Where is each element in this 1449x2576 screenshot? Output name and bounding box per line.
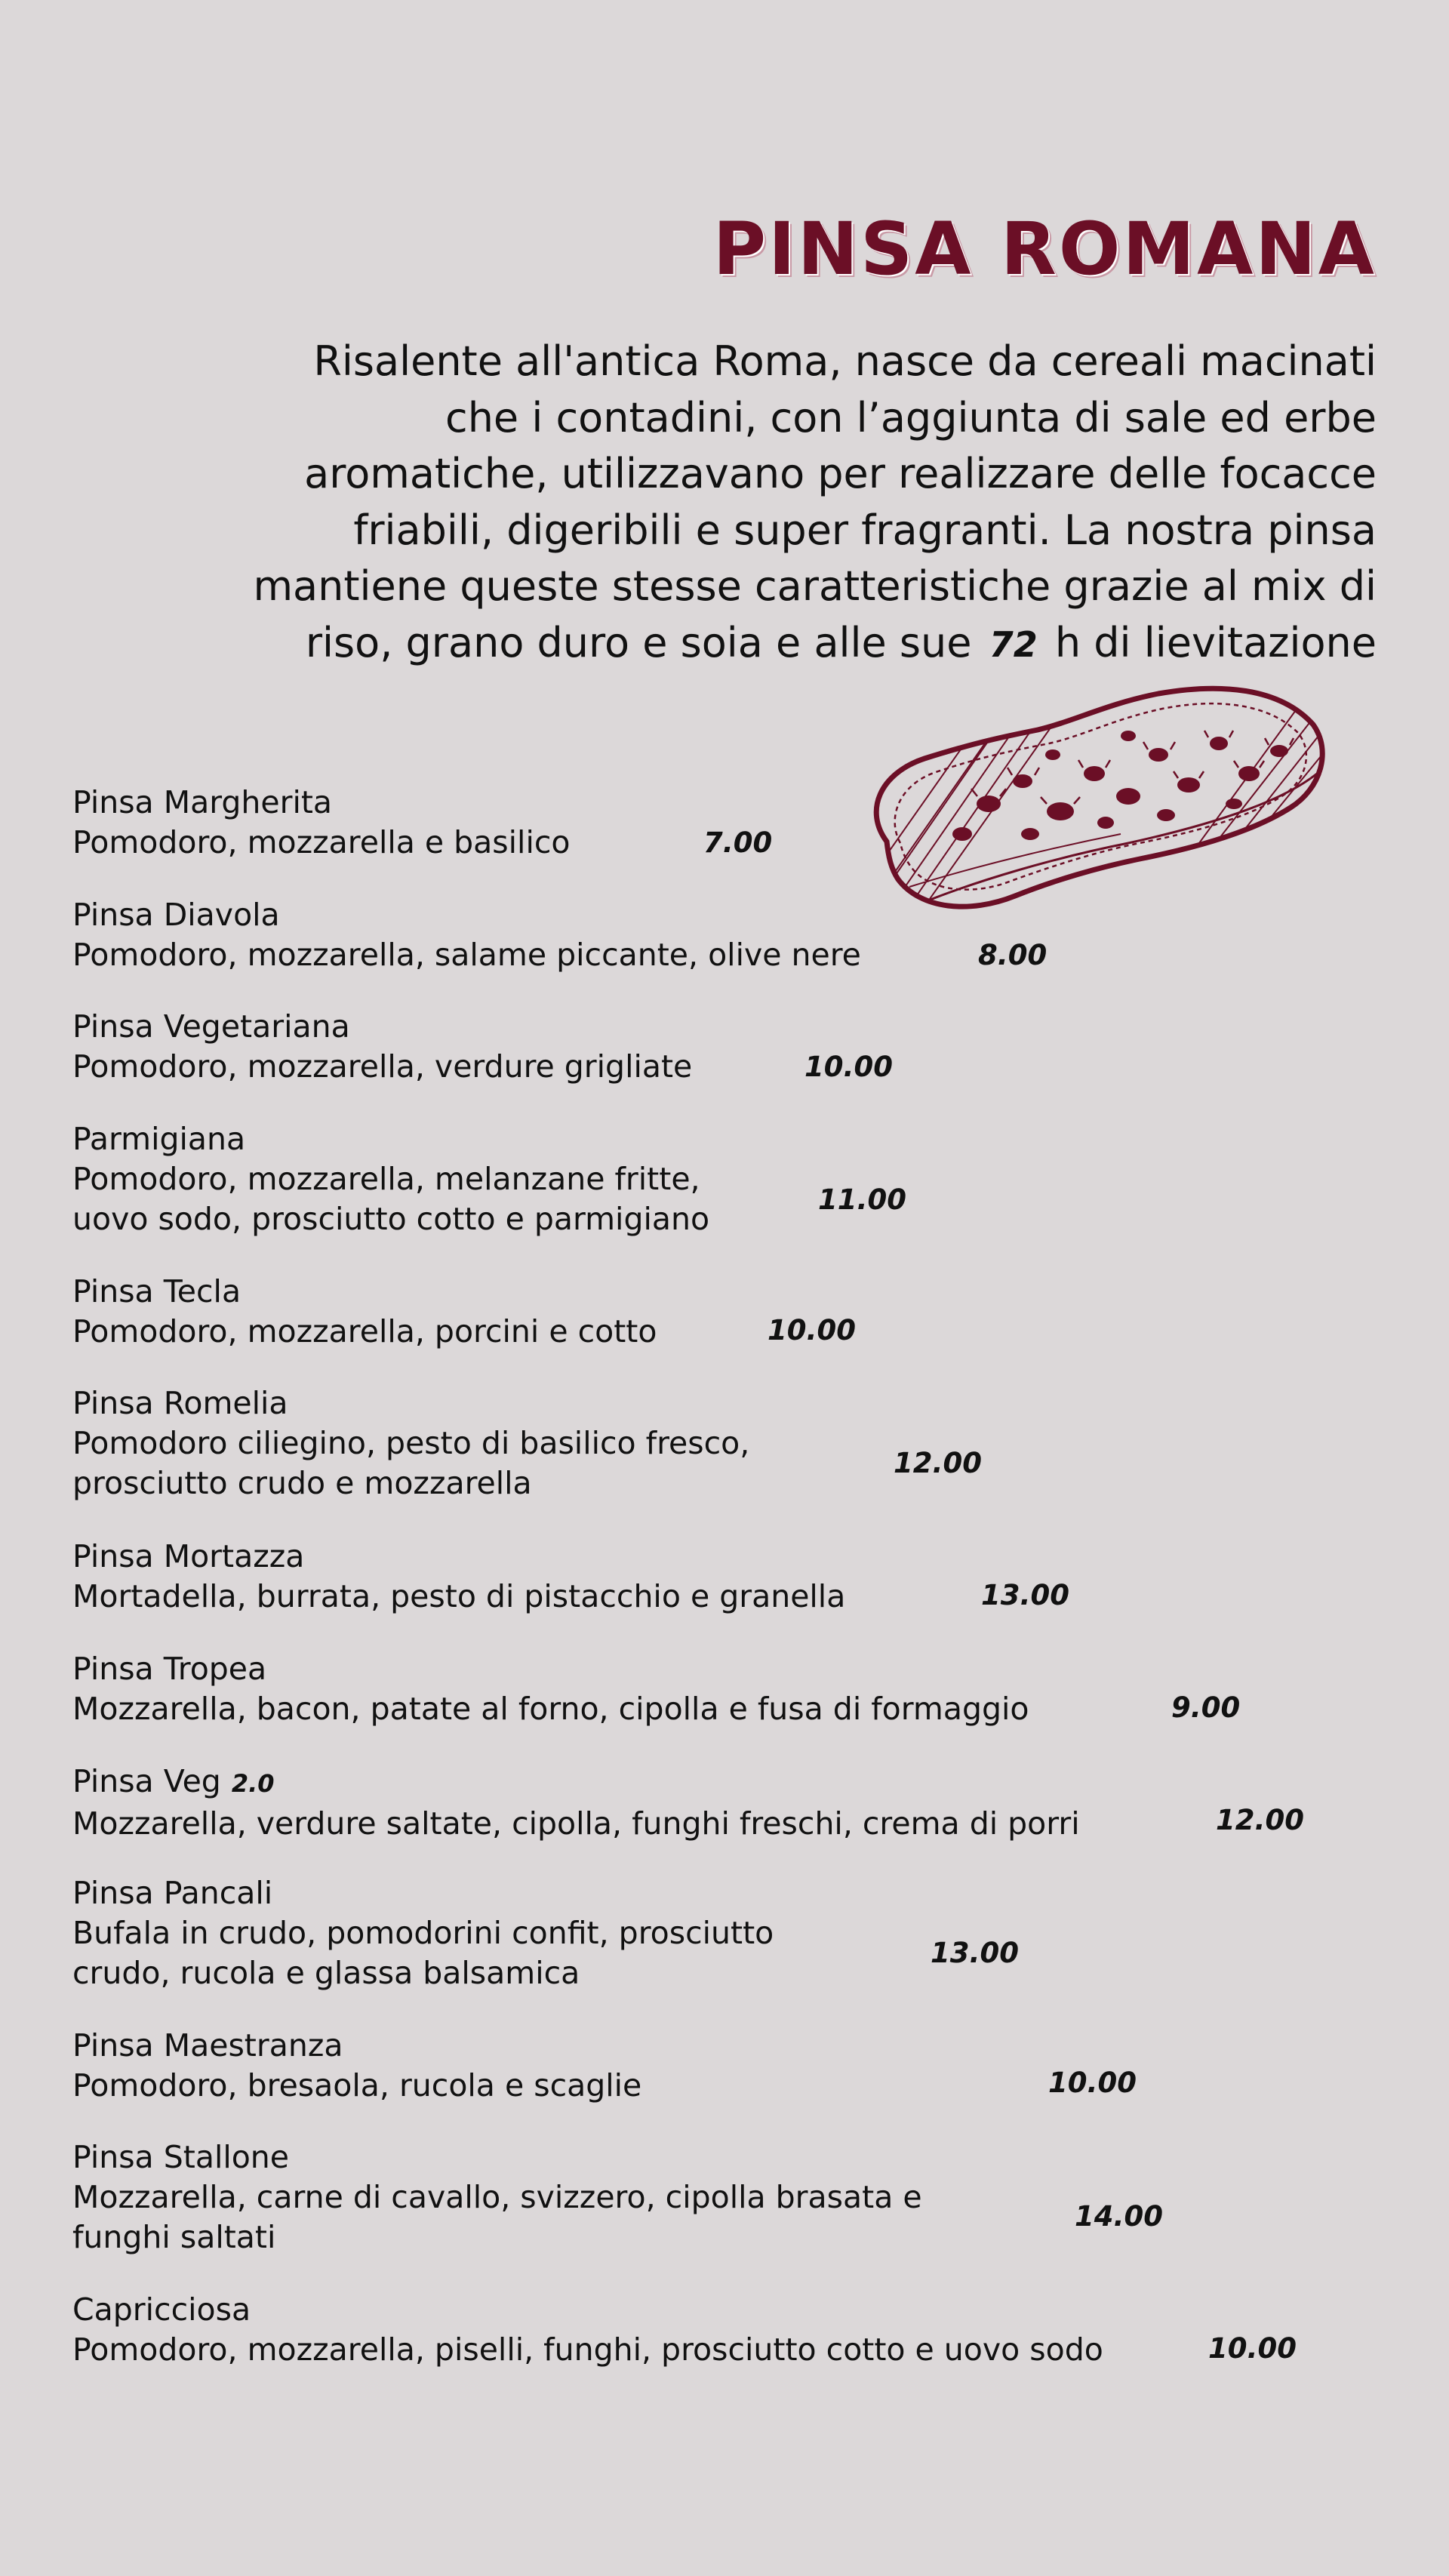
pinsa-bread-illustration <box>857 683 1328 917</box>
item-description: Mortadella, burrata, pesto di pistacchio e granella <box>72 1578 846 1614</box>
item-description: Pomodoro, mozzarella e basilico <box>72 824 571 860</box>
item-price: 12.00 <box>1216 1804 1305 1836</box>
menu-item-pinsa-maestranza <box>72 2026 641 2106</box>
item-name: Pinsa Romelia <box>72 1385 288 1421</box>
item-price: 8.00 <box>978 939 1048 971</box>
menu-item-pinsa-veg <box>72 1762 1080 1844</box>
item-description: Pomodoro, mozzarella, salame piccante, olive nere <box>72 937 861 973</box>
item-price: 10.00 <box>768 1314 857 1346</box>
menu-item-pinsa-pancali <box>72 1873 774 1993</box>
item-name: Pinsa Tecla <box>72 1273 242 1310</box>
item-name: Pinsa Pancali <box>72 1875 273 1911</box>
item-name: Pinsa Maestranza <box>72 2027 343 2064</box>
item-name-suffix: 2.0 <box>231 1769 275 1798</box>
item-description: Mozzarella, carne di cavallo, svizzero, cipolla brasata e funghi saltati <box>72 2179 922 2255</box>
intro-text <box>94 334 1377 672</box>
item-price: 13.00 <box>981 1579 1070 1611</box>
item-description: Pomodoro, bresaola, rucola e scaglie <box>72 2067 642 2104</box>
item-name: Pinsa Stallone <box>72 2139 290 2175</box>
item-name: Pinsa Vegetariana <box>72 1008 350 1045</box>
item-name: Pinsa Mortazza <box>72 1538 305 1574</box>
item-price: 9.00 <box>1171 1691 1241 1724</box>
leavening-hours: 72 <box>989 623 1038 665</box>
item-description: Bufala in crudo, pomodorini confit, prosciutto crudo, rucola e glassa balsamica <box>72 1915 774 1991</box>
item-name: Capricciosa <box>72 2291 251 2328</box>
intro-line: mantiene queste stesse caratteristiche grazie al mix di <box>253 562 1377 610</box>
menu-item-pinsa-diavola <box>72 895 861 975</box>
item-name <box>72 1762 1080 1804</box>
intro-line: che i contadini, con l’aggiunta di sale ed erbe <box>445 393 1377 442</box>
item-description: Pomodoro, mozzarella, porcini e cotto <box>72 1313 657 1350</box>
menu-item-pinsa-mortazza <box>72 1537 845 1617</box>
item-name: Pinsa Margherita <box>72 784 333 820</box>
menu-item-pinsa-tecla <box>72 1272 657 1352</box>
item-price: 14.00 <box>1075 2200 1164 2233</box>
intro-line: friabili, digeribili e super fragranti. La nostra pinsa <box>353 506 1377 554</box>
menu-item-capricciosa <box>72 2290 1103 2370</box>
item-description: Pomodoro ciliegino, pesto di basilico fresco, prosciutto crudo e mozzarella <box>72 1425 750 1501</box>
menu-item-pinsa-tropea <box>72 1649 1029 1729</box>
menu-item-pinsa-stallone <box>72 2137 922 2257</box>
item-price: 11.00 <box>818 1183 907 1216</box>
item-name: Pinsa Diavola <box>72 897 280 933</box>
item-name-main: Pinsa Veg <box>72 1763 221 1799</box>
item-name: Parmigiana <box>72 1121 246 1157</box>
item-price: 7.00 <box>703 826 773 859</box>
menu-item-pinsa-romelia <box>72 1383 749 1503</box>
item-price: 13.00 <box>931 1937 1020 1969</box>
intro-text-after: h di lievitazione <box>1054 618 1377 666</box>
item-description: Mozzarella, verdure saltate, cipolla, funghi freschi, crema di porri <box>72 1805 1080 1842</box>
intro-line: Risalente all'antica Roma, nasce da cereali macinati <box>313 337 1377 385</box>
item-price: 10.00 <box>804 1051 894 1083</box>
item-description: Pomodoro, mozzarella, piselli, funghi, prosciutto cotto e uovo sodo <box>72 2331 1103 2368</box>
item-price: 12.00 <box>894 1447 983 1479</box>
intro-line-last <box>94 615 1377 673</box>
item-description: Pomodoro, mozzarella, melanzane fritte, uovo sodo, prosciutto cotto e parmigiano <box>72 1161 710 1237</box>
menu-item-pinsa-vegetariana <box>72 1007 692 1087</box>
intro-line: aromatiche, utilizzavano per realizzare delle focacce <box>304 450 1377 497</box>
intro-text-before: riso, grano duro e soia e alle sue <box>305 618 972 666</box>
menu-item-pinsa-margherita <box>72 783 570 863</box>
item-price: 10.00 <box>1048 2067 1137 2099</box>
menu-item-parmigiana <box>72 1119 709 1239</box>
menu-title: PINSA ROMANA <box>712 207 1377 291</box>
item-description: Pomodoro, mozzarella, verdure grigliate <box>72 1048 693 1085</box>
item-name: Pinsa Tropea <box>72 1651 267 1687</box>
item-description: Mozzarella, bacon, patate al forno, cipolla e fusa di formaggio <box>72 1691 1029 1727</box>
item-price: 10.00 <box>1208 2332 1297 2365</box>
